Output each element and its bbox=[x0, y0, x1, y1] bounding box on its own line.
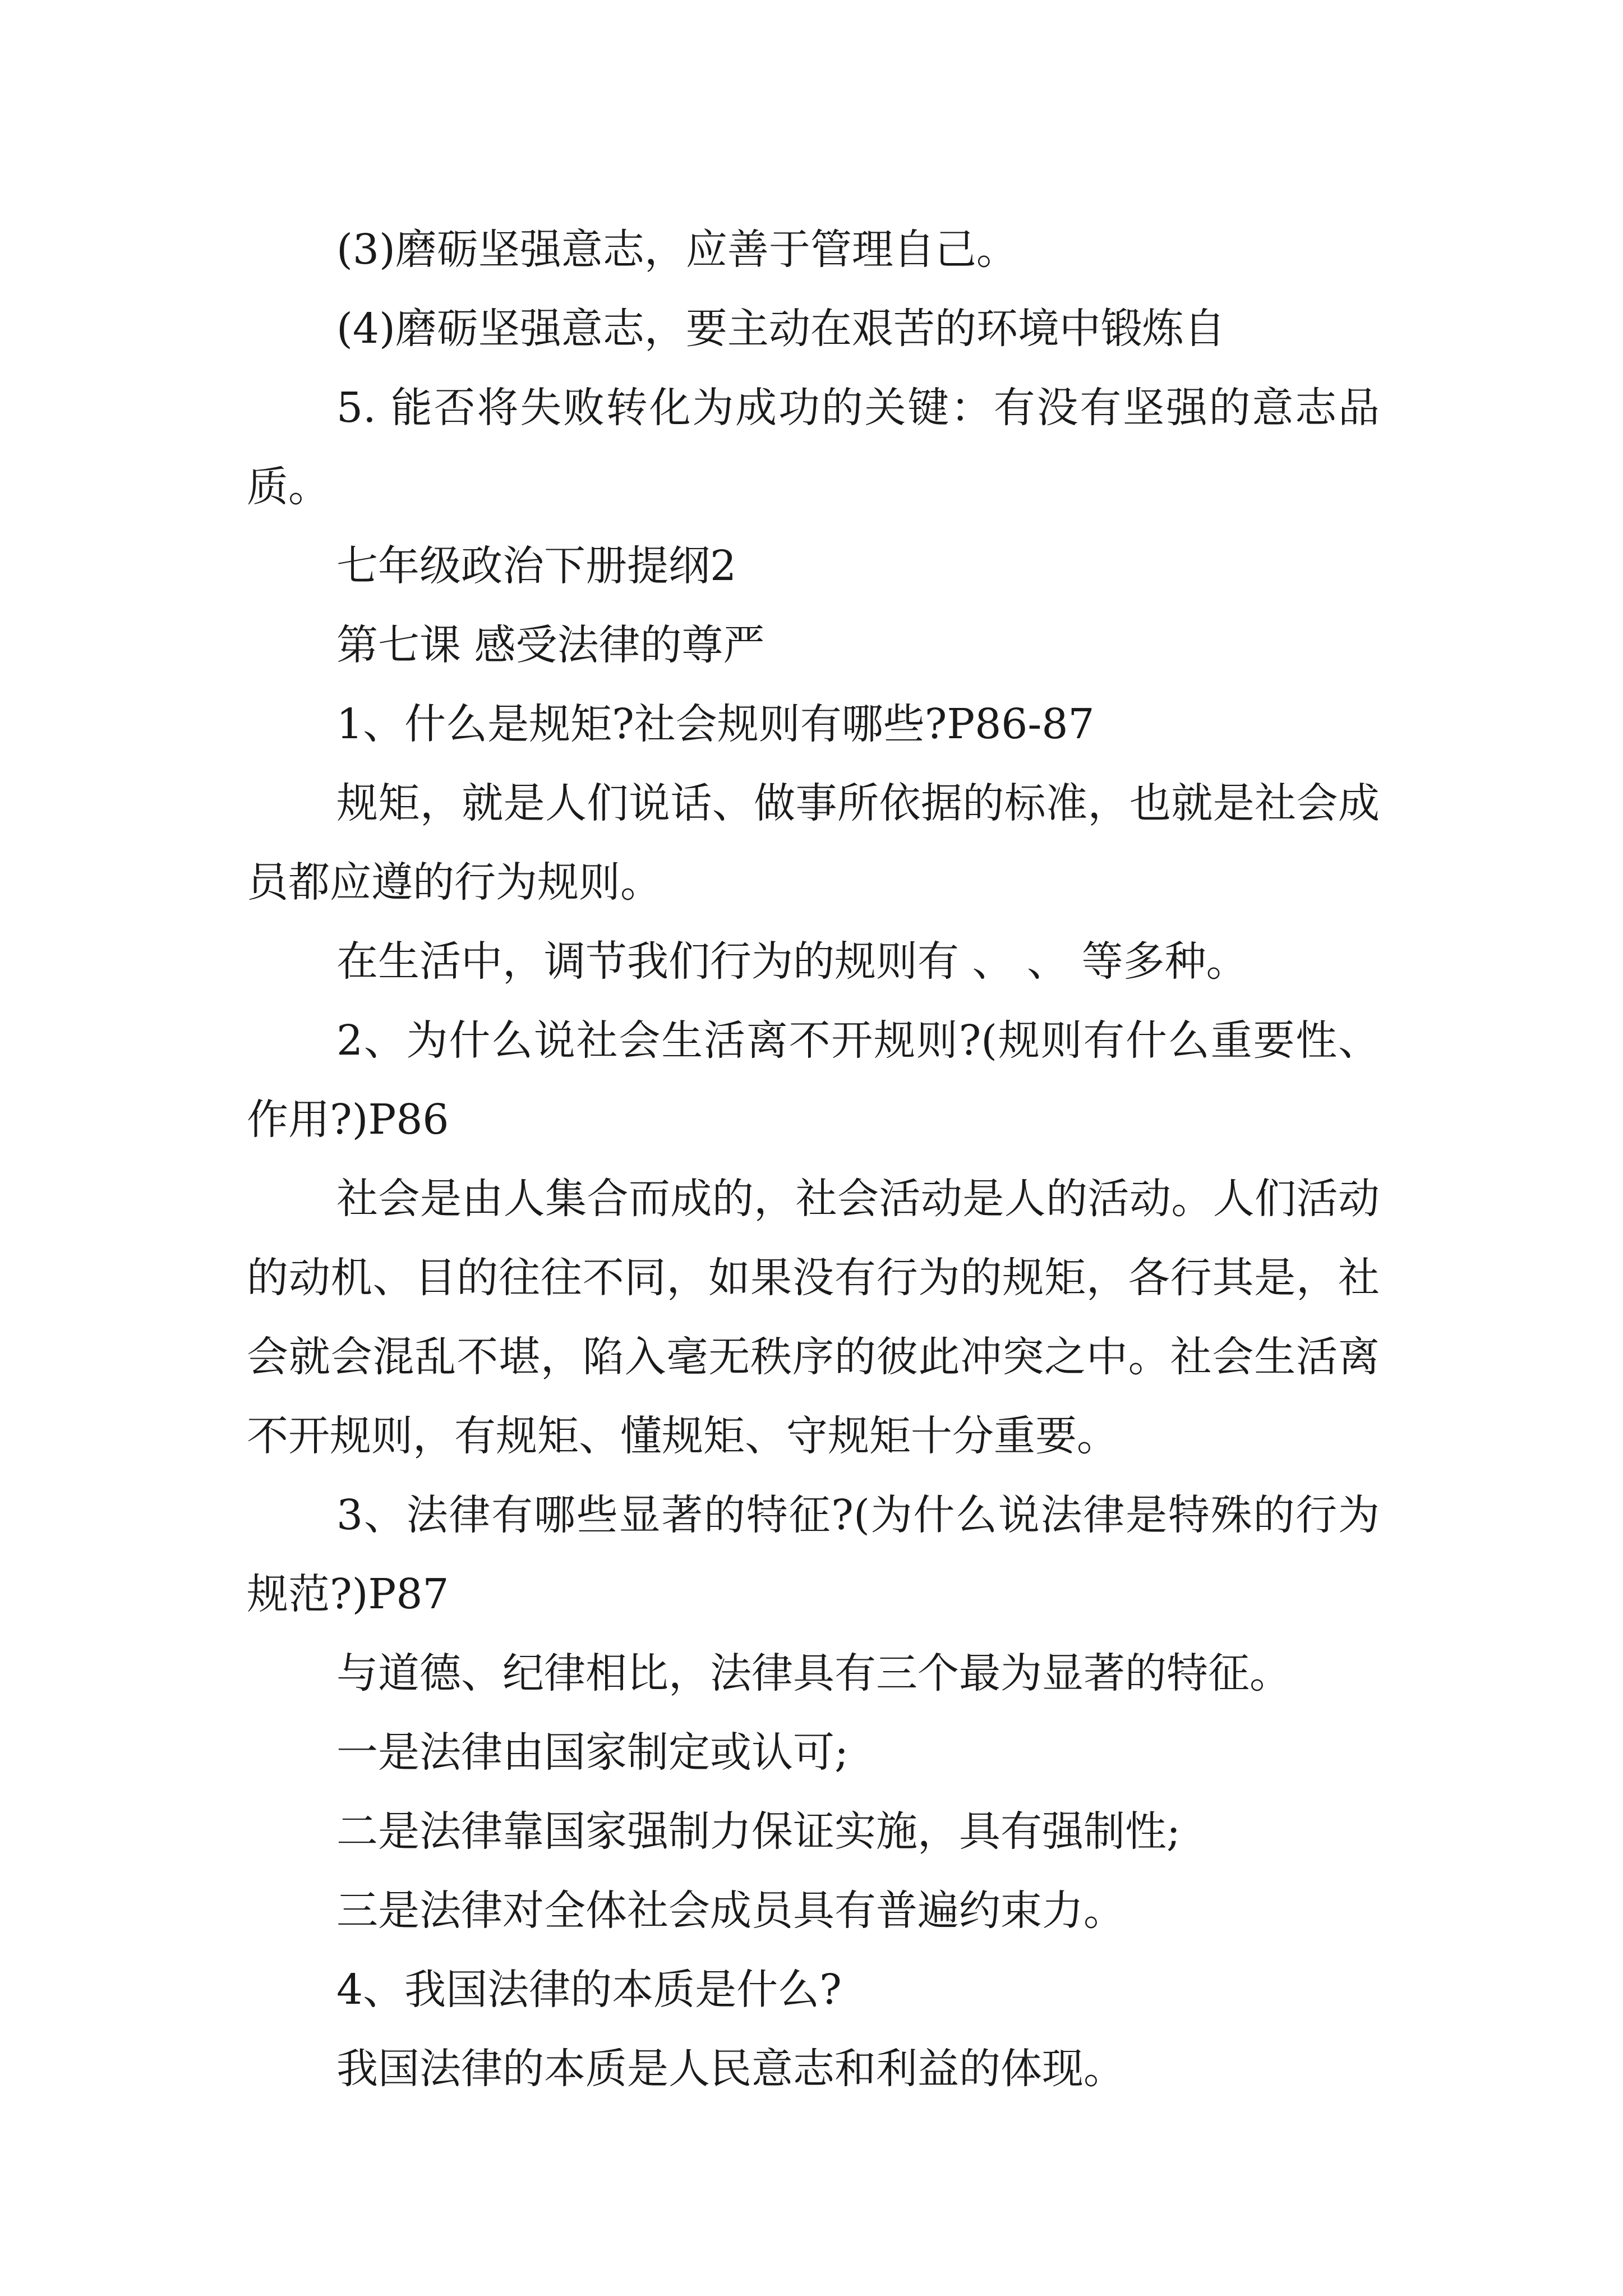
answer-4: 我国法律的本质是人民意志和利益的体现。 bbox=[336, 2045, 1125, 2093]
section-title: 七年级政治下册提纲2 bbox=[336, 542, 737, 590]
question-1: 1、什么是规矩?社会规则有哪些?P86-87 bbox=[336, 700, 1095, 748]
answer-3-point-1: 一是法律由国家制定或认可; bbox=[336, 1728, 849, 1777]
question-4: 4、我国法律的本质是什么? bbox=[336, 1966, 842, 2014]
lesson-title: 第七课 感受法律的尊严 bbox=[336, 621, 765, 669]
question-2: 2、为什么说社会生活离不开规则?(规则有什么重要性、作用?)P86 bbox=[247, 1016, 1380, 1144]
answer-3-point-3: 三是法律对全体社会成员具有普遍约束力。 bbox=[336, 1887, 1125, 1935]
answer-3-intro: 与道德、纪律相比，法律具有三个最为显著的特征。 bbox=[336, 1649, 1291, 1697]
answer-2: 社会是由人集合而成的，社会活动是人的活动。人们活动的动机、目的往往不同，如果没有行为的规矩，各行其是，社会就会混乱不堪，陷入毫无秩序的彼此冲突之中。社会生活离不开规则，有规矩、懂规矩、守规矩十分重要。 bbox=[247, 1175, 1380, 1460]
document-body bbox=[247, 210, 1380, 2109]
answer-3-point-2: 二是法律靠国家强制力保证实施，具有强制性; bbox=[336, 1807, 1181, 1856]
paragraph-1: (3)磨砺坚强意志，应善于管理自己。 bbox=[336, 226, 1018, 274]
answer-1a: 规矩，就是人们说话、做事所依据的标准，也就是社会成员都应遵的行为规则。 bbox=[247, 779, 1380, 907]
paragraph-2: (4)磨砺坚强意志，要主动在艰苦的环境中锻炼自 bbox=[336, 305, 1225, 353]
answer-1b: 在生活中，调节我们行为的规则有 、 、 等多种。 bbox=[336, 937, 1248, 986]
paragraph-3: 5. 能否将失败转化为成功的关键：有没有坚强的意志品质。 bbox=[247, 384, 1380, 511]
question-3: 3、法律有哪些显著的特征?(为什么说法律是特殊的行为规范?)P87 bbox=[247, 1491, 1380, 1618]
